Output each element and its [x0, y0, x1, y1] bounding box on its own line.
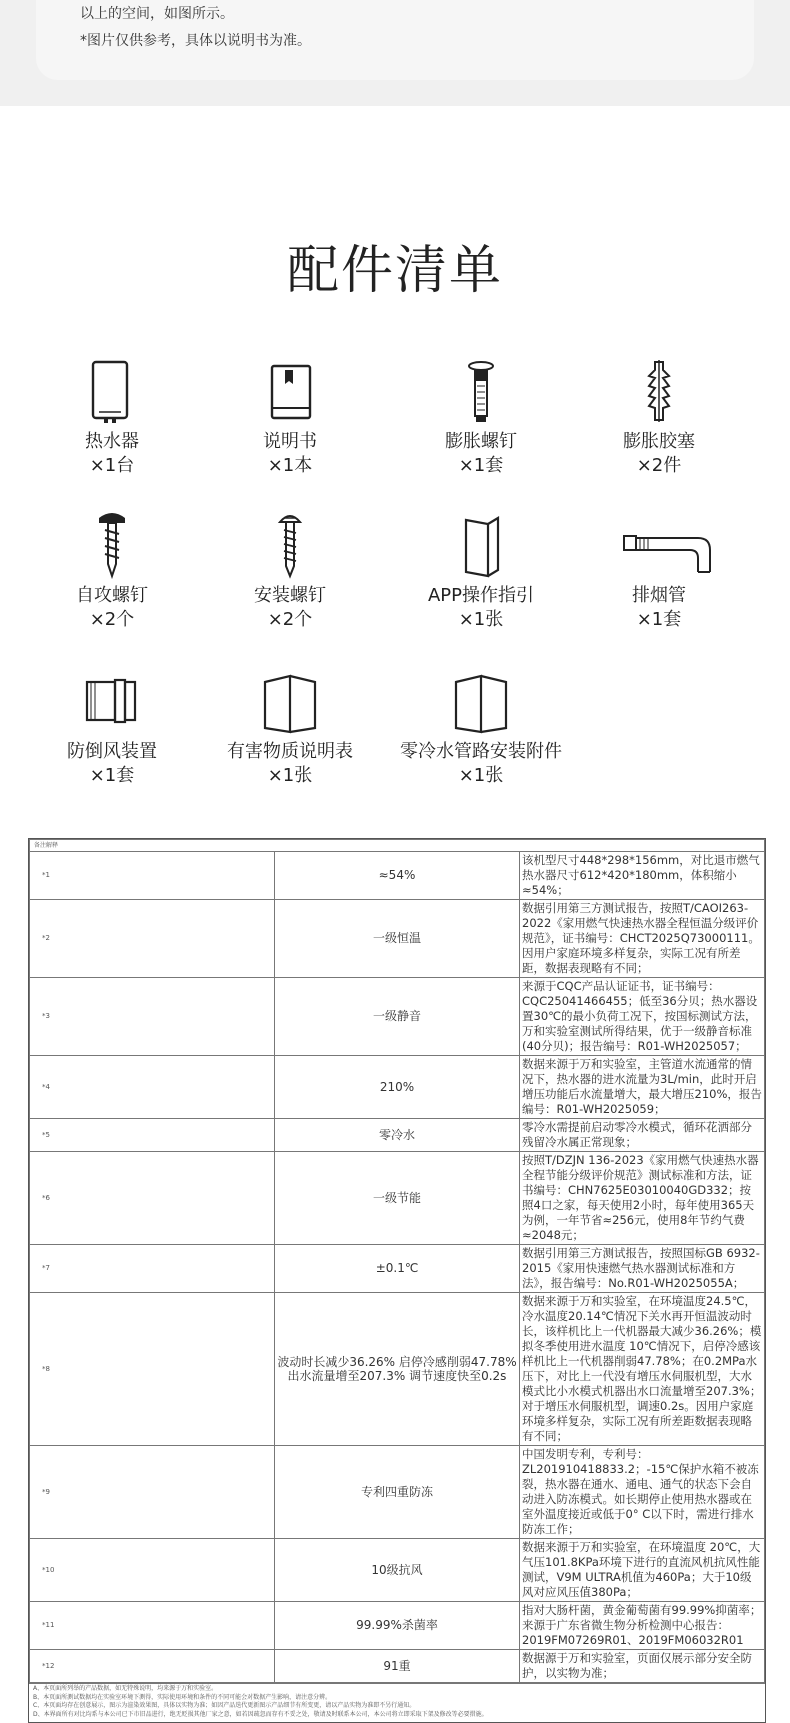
self-tapping-screw-icon: [57, 510, 167, 580]
accessory-wall-plug: [584, 356, 734, 478]
row-description: 指对大肠杆菌，黄金葡萄菌有99.99%抑菌率；来源于广东省微生物分析检测中心报告：2019FM07269R01、2019FM06032R01: [520, 1602, 765, 1650]
row-description: 按照T/DZJN 136-2023《家用燃气快速热水器全程节能分级评价规范》测试标准和方法，证书编号：CHN7625E03010040GD332；按照4口之家，每天使用2小时，每年使用365天为例，一年节省≈256元，使用8年节约气费≈2048元；: [520, 1152, 765, 1245]
row-item: 专利四重防冻: [275, 1446, 520, 1539]
accessory-qty: ×1套: [89, 765, 135, 786]
row-item: 一级节能: [275, 1152, 520, 1245]
table-row: [30, 852, 765, 900]
table-row: [30, 978, 765, 1056]
accessory-expansion-bolt: [406, 356, 556, 478]
open-sheet-icon: [426, 666, 536, 736]
row-item: 一级静音: [275, 978, 520, 1056]
wall-plug-icon: [604, 356, 714, 426]
row-number: *5: [30, 1119, 275, 1152]
accessory-name: 有害物质说明表: [227, 741, 353, 762]
row-item: 91重: [275, 1650, 520, 1683]
row-description: 数据来源于万和实验室，主管道水流通常的情况下，热水器的进水流量为3L/min，此时开启增压功能后水流量增大，最大增压210%，报告编号：R01-WH2025059；: [520, 1056, 765, 1119]
accessory-hazardous-substance-sheet: [215, 666, 365, 788]
accessory-name: 膨胀螺钉: [445, 431, 517, 452]
accessory-zero-cold-water-kit: [392, 666, 570, 788]
row-item: 210%: [275, 1056, 520, 1119]
table-row: [30, 1539, 765, 1602]
accessory-name: 零冷水管路安装附件: [400, 741, 562, 762]
row-item: ≈54%: [275, 852, 520, 900]
accessory-name: APP操作指引: [427, 585, 535, 606]
accessory-name: 安装螺钉: [254, 585, 326, 606]
footnote: A、本页面所列举的产品数据，如无特殊说明，均来源于万和实验室。: [33, 1685, 218, 1692]
footnote: C、本页面均存在创意展示，图示为渲染效果图，具体以实物为准；如因产品迭代更新图示产品细节有所变更，请以产品实物为准即不另行通知。: [33, 1702, 416, 1709]
row-number: *2: [30, 900, 275, 978]
table-row: [30, 1602, 765, 1650]
table-row: [30, 1152, 765, 1245]
row-description: 数据来源于万和实验室，在环境温度24.5℃，冷水温度20.14℃情况下关水再开恒温波动时长，该样机比上一代机器最大减少36.26%；模拟冬季使用进水温度 10℃情况下，启停冷感该样机比上一代机器削弱47.78%；在0.2MPa水压下，对比上一代没有增压水伺服机型，大水模式比小水模式机器出水口流量增至207.3%；对于增压水伺服机型，调速0.2s。因用户家庭环境多样复杂，实际工况有所差距数据表现略有不同；: [520, 1293, 765, 1446]
row-description: 数据来源于万和实验室，在环境温度 20℃，大气压101.8KPa环境下进行的直流风机抗风性能测试，V9M ULTRA机值为460Pa；大于10级风对应风压值380Pa；: [520, 1539, 765, 1602]
accessory-name: 热水器: [85, 431, 139, 452]
row-number: *1: [30, 852, 275, 900]
row-item: 99.99%杀菌率: [275, 1602, 520, 1650]
row-number: *6: [30, 1152, 275, 1245]
accessory-qty: ×2个: [89, 609, 135, 630]
accessory-name: 说明书: [263, 431, 317, 452]
folded-leaflet-icon: [426, 510, 536, 580]
accessory-qty: ×2个: [267, 609, 313, 630]
disclaimer-line: *图片仅供参考，具体以说明书为准。: [80, 33, 311, 49]
accessory-qty: ×1套: [636, 609, 682, 630]
row-number: *10: [30, 1539, 275, 1602]
notes-header-label: 备注解释: [30, 840, 765, 852]
accessory-qty: ×1本: [267, 455, 313, 476]
accessory-qty: ×1张: [458, 765, 504, 786]
table-row: [30, 1119, 765, 1152]
row-description: 零冷水需提前启动零冷水模式，循环花洒部分残留冷水属正常现象；: [520, 1119, 765, 1152]
accessory-anti-backdraft: [37, 666, 187, 788]
row-number: *12: [30, 1650, 275, 1683]
row-item: ±0.1℃: [275, 1245, 520, 1293]
anti-backdraft-icon: [57, 666, 167, 736]
header-line: 以上的空间，如图所示。: [80, 6, 234, 22]
table-row: [30, 1650, 765, 1683]
row-number: *4: [30, 1056, 275, 1119]
notes-table: [28, 838, 766, 1723]
row-description: 数据源于万和实验室，页面仅展示部分安全防护，以实物为准；: [520, 1650, 765, 1683]
row-description: 数据引用第三方测试报告，按照国标GB 6932-2015《家用快速燃气热水器测试标准和方法》，报告编号：No.R01-WH2025055A；: [520, 1245, 765, 1293]
accessory-name: 自攻螺钉: [76, 585, 148, 606]
exhaust-pipe-icon: [604, 510, 714, 580]
row-description: 来源于CQC产品认证证书，证书编号：CQC25041466455；低至36分贝；热水器设置30℃的最小负荷工况下，按国标测试方法，万和实验室测试所得结果，优于一级静音标准(40分贝)；报告编号：R01-WH2025057；: [520, 978, 765, 1056]
page-title: 配件清单: [286, 241, 503, 301]
table-row: [30, 1446, 765, 1539]
accessory-water-heater: [37, 356, 187, 478]
row-item: 10级抗风: [275, 1539, 520, 1602]
accessory-qty: ×1台: [89, 455, 135, 476]
accessory-qty: ×1张: [267, 765, 313, 786]
accessory-self-tapping-screw: [37, 510, 187, 632]
row-item: 波动时长减少36.26% 启停冷感削弱47.78% 出水流量增至207.3% 调节速度快至0.2s: [275, 1293, 520, 1446]
accessory-manual: [215, 356, 365, 478]
accessory-name: 排烟管: [632, 585, 686, 606]
row-item: 零冷水: [275, 1119, 520, 1152]
accessory-exhaust-pipe: [584, 510, 734, 632]
row-description: 数据引用第三方测试报告，按照T/CAOI263-2022《家用燃气快速热水器全程恒温分级评价规范》，证书编号：CHCT2025Q73000111。因用户家庭环境多样复杂，实际工况有所差距，数据表现略有不同；: [520, 900, 765, 978]
accessory-qty: ×2件: [636, 455, 682, 476]
water-heater-icon: [57, 356, 167, 426]
open-sheet-icon: [235, 666, 345, 736]
row-number: *11: [30, 1602, 275, 1650]
table-row: [30, 1056, 765, 1119]
accessory-mounting-screw: [215, 510, 365, 632]
row-description: 中国发明专利，专利号：ZL201910418833.2；-15℃保护水箱不被冻裂，热水器在通水、通电、通气的状态下会自动进入防冻模式。如长期停止使用热水器或在室外温度接近或低于0° C以下时，需进行排水防冻工作；: [520, 1446, 765, 1539]
accessory-name: 防倒风装置: [67, 741, 157, 762]
table-row: [30, 900, 765, 978]
expansion-bolt-icon: [426, 356, 536, 426]
accessory-qty: ×1张: [458, 609, 504, 630]
mounting-screw-icon: [235, 510, 345, 580]
notes-footnotes: [29, 1683, 765, 1722]
table-row: [30, 1245, 765, 1293]
row-number: *7: [30, 1245, 275, 1293]
row-description: 该机型尺寸448*298*156mm，对比退市燃气热水器尺寸612*420*180mm，体积缩小≈54%；: [520, 852, 765, 900]
row-number: *8: [30, 1293, 275, 1446]
manual-book-icon: [235, 356, 345, 426]
footnote: D、本界面所有对比均系与本公司已下市旧品进行，绝无贬损其他厂家之意，如若因疏忽而存有不妥之处，敬请及时联系本公司，本公司将立即采取下架及修改等必要措施。: [33, 1710, 488, 1718]
accessory-name: 膨胀胶塞: [623, 431, 695, 452]
row-item: 一级恒温: [275, 900, 520, 978]
table-header-row: [30, 840, 765, 852]
accessory-app-guide: [406, 510, 556, 632]
footnote: B、本页面所测试数据均在实验室环境下测得，实际使用环境和条件的不同可能会对数据产生影响，请注意分辨。: [33, 1693, 332, 1701]
row-number: *3: [30, 978, 275, 1056]
table-row: [30, 1293, 765, 1446]
row-number: *9: [30, 1446, 275, 1539]
accessory-qty: ×1套: [458, 455, 504, 476]
